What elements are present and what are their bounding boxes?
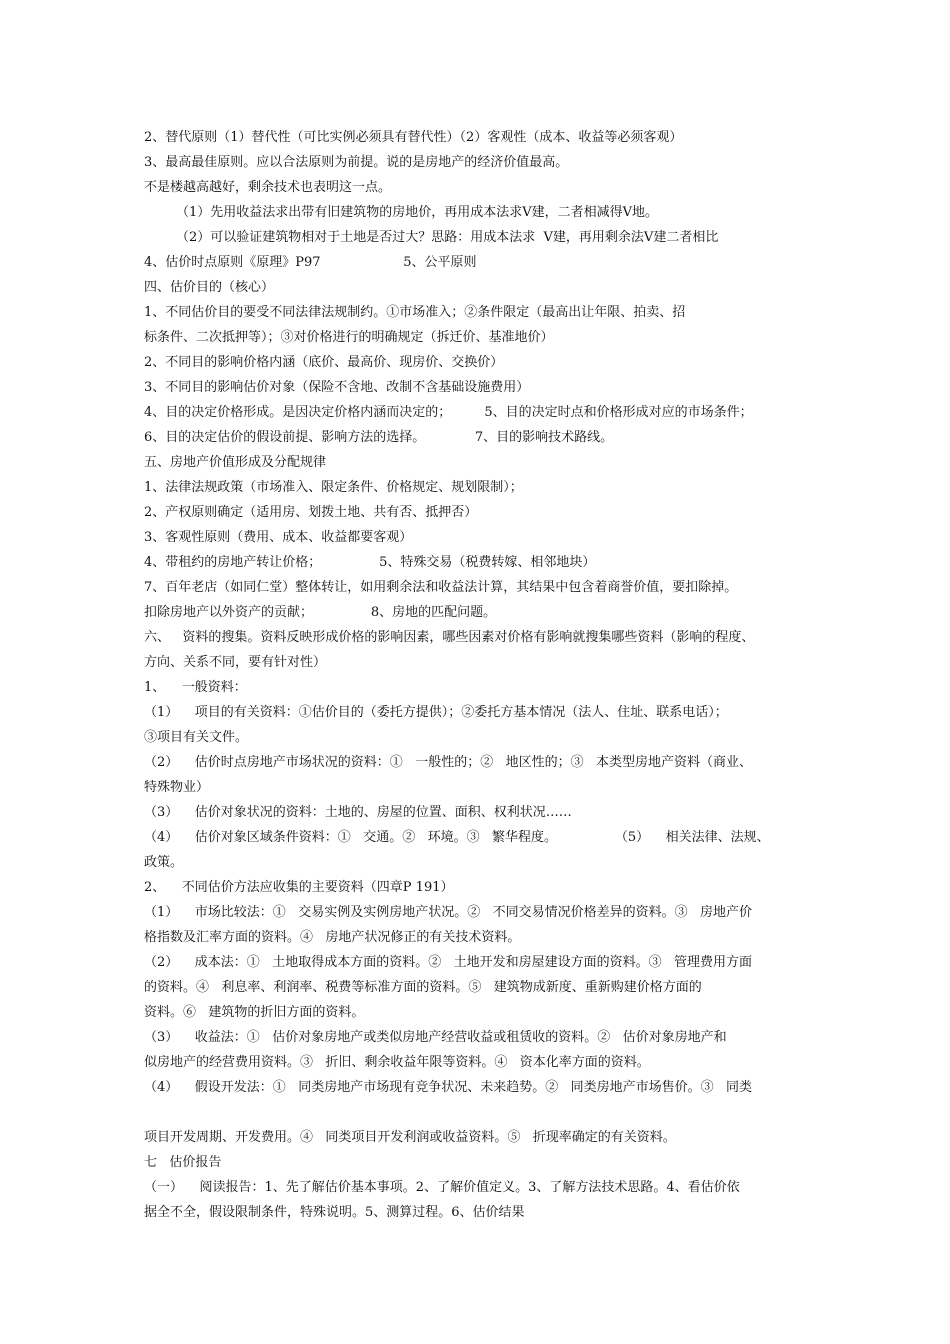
text-line: （1） 项目的有关资料：①估价目的（委托方提供）；②委托方基本情况（法人、住址、联系电话）； [144,705,728,720]
text-line: 政策。 [144,855,184,870]
text-line: 7、百年老店（如同仁堂）整体转让，如用剩余法和收益法计算，其结果中包含着商誉价值，要扣除掉。 [144,580,738,595]
section-heading: 五、房地产价值形成及分配规律 [144,455,327,470]
text-line: （4） 假设开发法：① 同类房地产市场现有竞争状况、未来趋势。② 同类房地产市场售价。③ 同类 [144,1080,752,1095]
text-line: （1） 市场比较法：① 交易实例及实例房地产状况。② 不同交易情况价格差异的资料。③ 房地产价 [144,905,752,920]
text-line: 不是楼越高越好，剩余技术也表明这一点。 [144,180,392,195]
text-line: 标条件、二次抵押等）；③对价格进行的明确规定（拆迁价、基准地价） [144,330,554,345]
text-line: （1）先用收益法求出带有旧建筑物的房地价，再用成本法求V建，二者相减得V地。 [176,205,659,220]
text-line: 2、不同目的影响价格内涵（底价、最高价、现房价、交换价） [144,355,504,370]
text-line: 1、不同估价目的要受不同法律法规制约。①市场准入；②条件限定（最高出让年限、拍卖、招 [144,305,686,320]
text-line: 方向、关系不同，要有针对性） [144,655,327,670]
text-line: （2） 成本法：① 土地取得成本方面的资料。② 土地开发和房屋建设方面的资料。③ 管理费用方面 [144,955,752,970]
text-line: 据全不全，假设限制条件，特殊说明。5、测算过程。6、估价结果 [144,1205,525,1220]
text-line: 6、目的决定估价的假设前提、影响方法的选择。 7、目的影响技术路线。 [144,430,614,445]
text-line: 4、估价时点原则《原理》P97 5、公平原则 [144,255,477,270]
text-line: 项目开发周期、开发费用。④ 同类项目开发利润或收益资料。⑤ 折现率确定的有关资料。 [144,1130,676,1145]
text-line: 资料。⑥ 建筑物的折旧方面的资料。 [144,1005,365,1020]
text-line: 2、 不同估价方法应收集的主要资料（四章P 191） [144,880,454,895]
text-line: 4、目的决定价格形成。是因决定价格内涵而决定的； 5、目的决定时点和价格形成对应的市场条件； [144,405,753,420]
text-line: 格指数及汇率方面的资料。④ 房地产状况修正的有关技术资料。 [144,930,521,945]
text-line: 4、带租约的房地产转让价格； 5、特殊交易（税费转嫁、相邻地块） [144,555,596,570]
text-line: 3、最高最佳原则。应以合法原则为前提。说的是房地产的经济价值最高。 [144,155,569,170]
text-line: 2、替代原则（1）替代性（可比实例必须具有替代性）（2）客观性（成本、收益等必须客观） [144,130,683,145]
text-line: 3、不同目的影响估价对象（保险不含地、改制不含基础设施费用） [144,380,530,395]
text-line: （3） 估价对象状况的资料：土地的、房屋的位置、面积、权利状况…… [144,805,572,820]
text-line: ③项目有关文件。 [144,730,249,745]
section-heading: 七 估价报告 [144,1155,222,1170]
text-line: 的资料。④ 利息率、利润率、税费等标准方面的资料。⑤ 建筑物成新度、重新购建价格方面的 [144,980,702,995]
text-line: 特殊物业） [144,780,210,795]
section-heading: 六、 资料的搜集。资料反映形成价格的影响因素，哪些因素对价格有影响就搜集哪些资料（影响的程度、 [144,630,755,645]
text-line: （3） 收益法：① 估价对象房地产或类似房地产经营收益或租赁收的资料。② 估价对象房地产和 [144,1030,727,1045]
text-line: （一） 阅读报告：1、先了解估价基本事项。2、了解价值定义。3、了解方法技术思路。4、看估价依 [144,1180,740,1195]
text-line: 3、客观性原则（费用、成本、收益都要客观） [144,530,413,545]
text-line: 1、 一般资料： [144,680,247,695]
section-heading: 四、估价目的（核心） [144,280,275,295]
text-line: 似房地产的经营费用资料。③ 折旧、剩余收益年限等资料。④ 资本化率方面的资料。 [144,1055,650,1070]
text-line: （2） 估价时点房地产市场状况的资料：① 一般性的；② 地区性的；③ 本类型房地产资料（商业、 [144,755,752,770]
text-line: 扣除房地产以外资产的贡献； 8、房地的匹配问题。 [144,605,497,620]
text-line: （2）可以验证建筑物相对于土地是否过大？思路：用成本法求 V建，再用剩余法V建二者相比 [176,230,719,245]
text-line: （4） 估价对象区域条件资料：① 交通。② 环境。③ 繁华程度。 （5） 相关法律、法规、 [144,830,770,845]
text-line: 2、产权原则确定（适用房、划拨土地、共有否、抵押否） [144,505,478,520]
text-line: 1、法律法规政策（市场准入、限定条件、价格规定、规划限制）； [144,480,523,495]
